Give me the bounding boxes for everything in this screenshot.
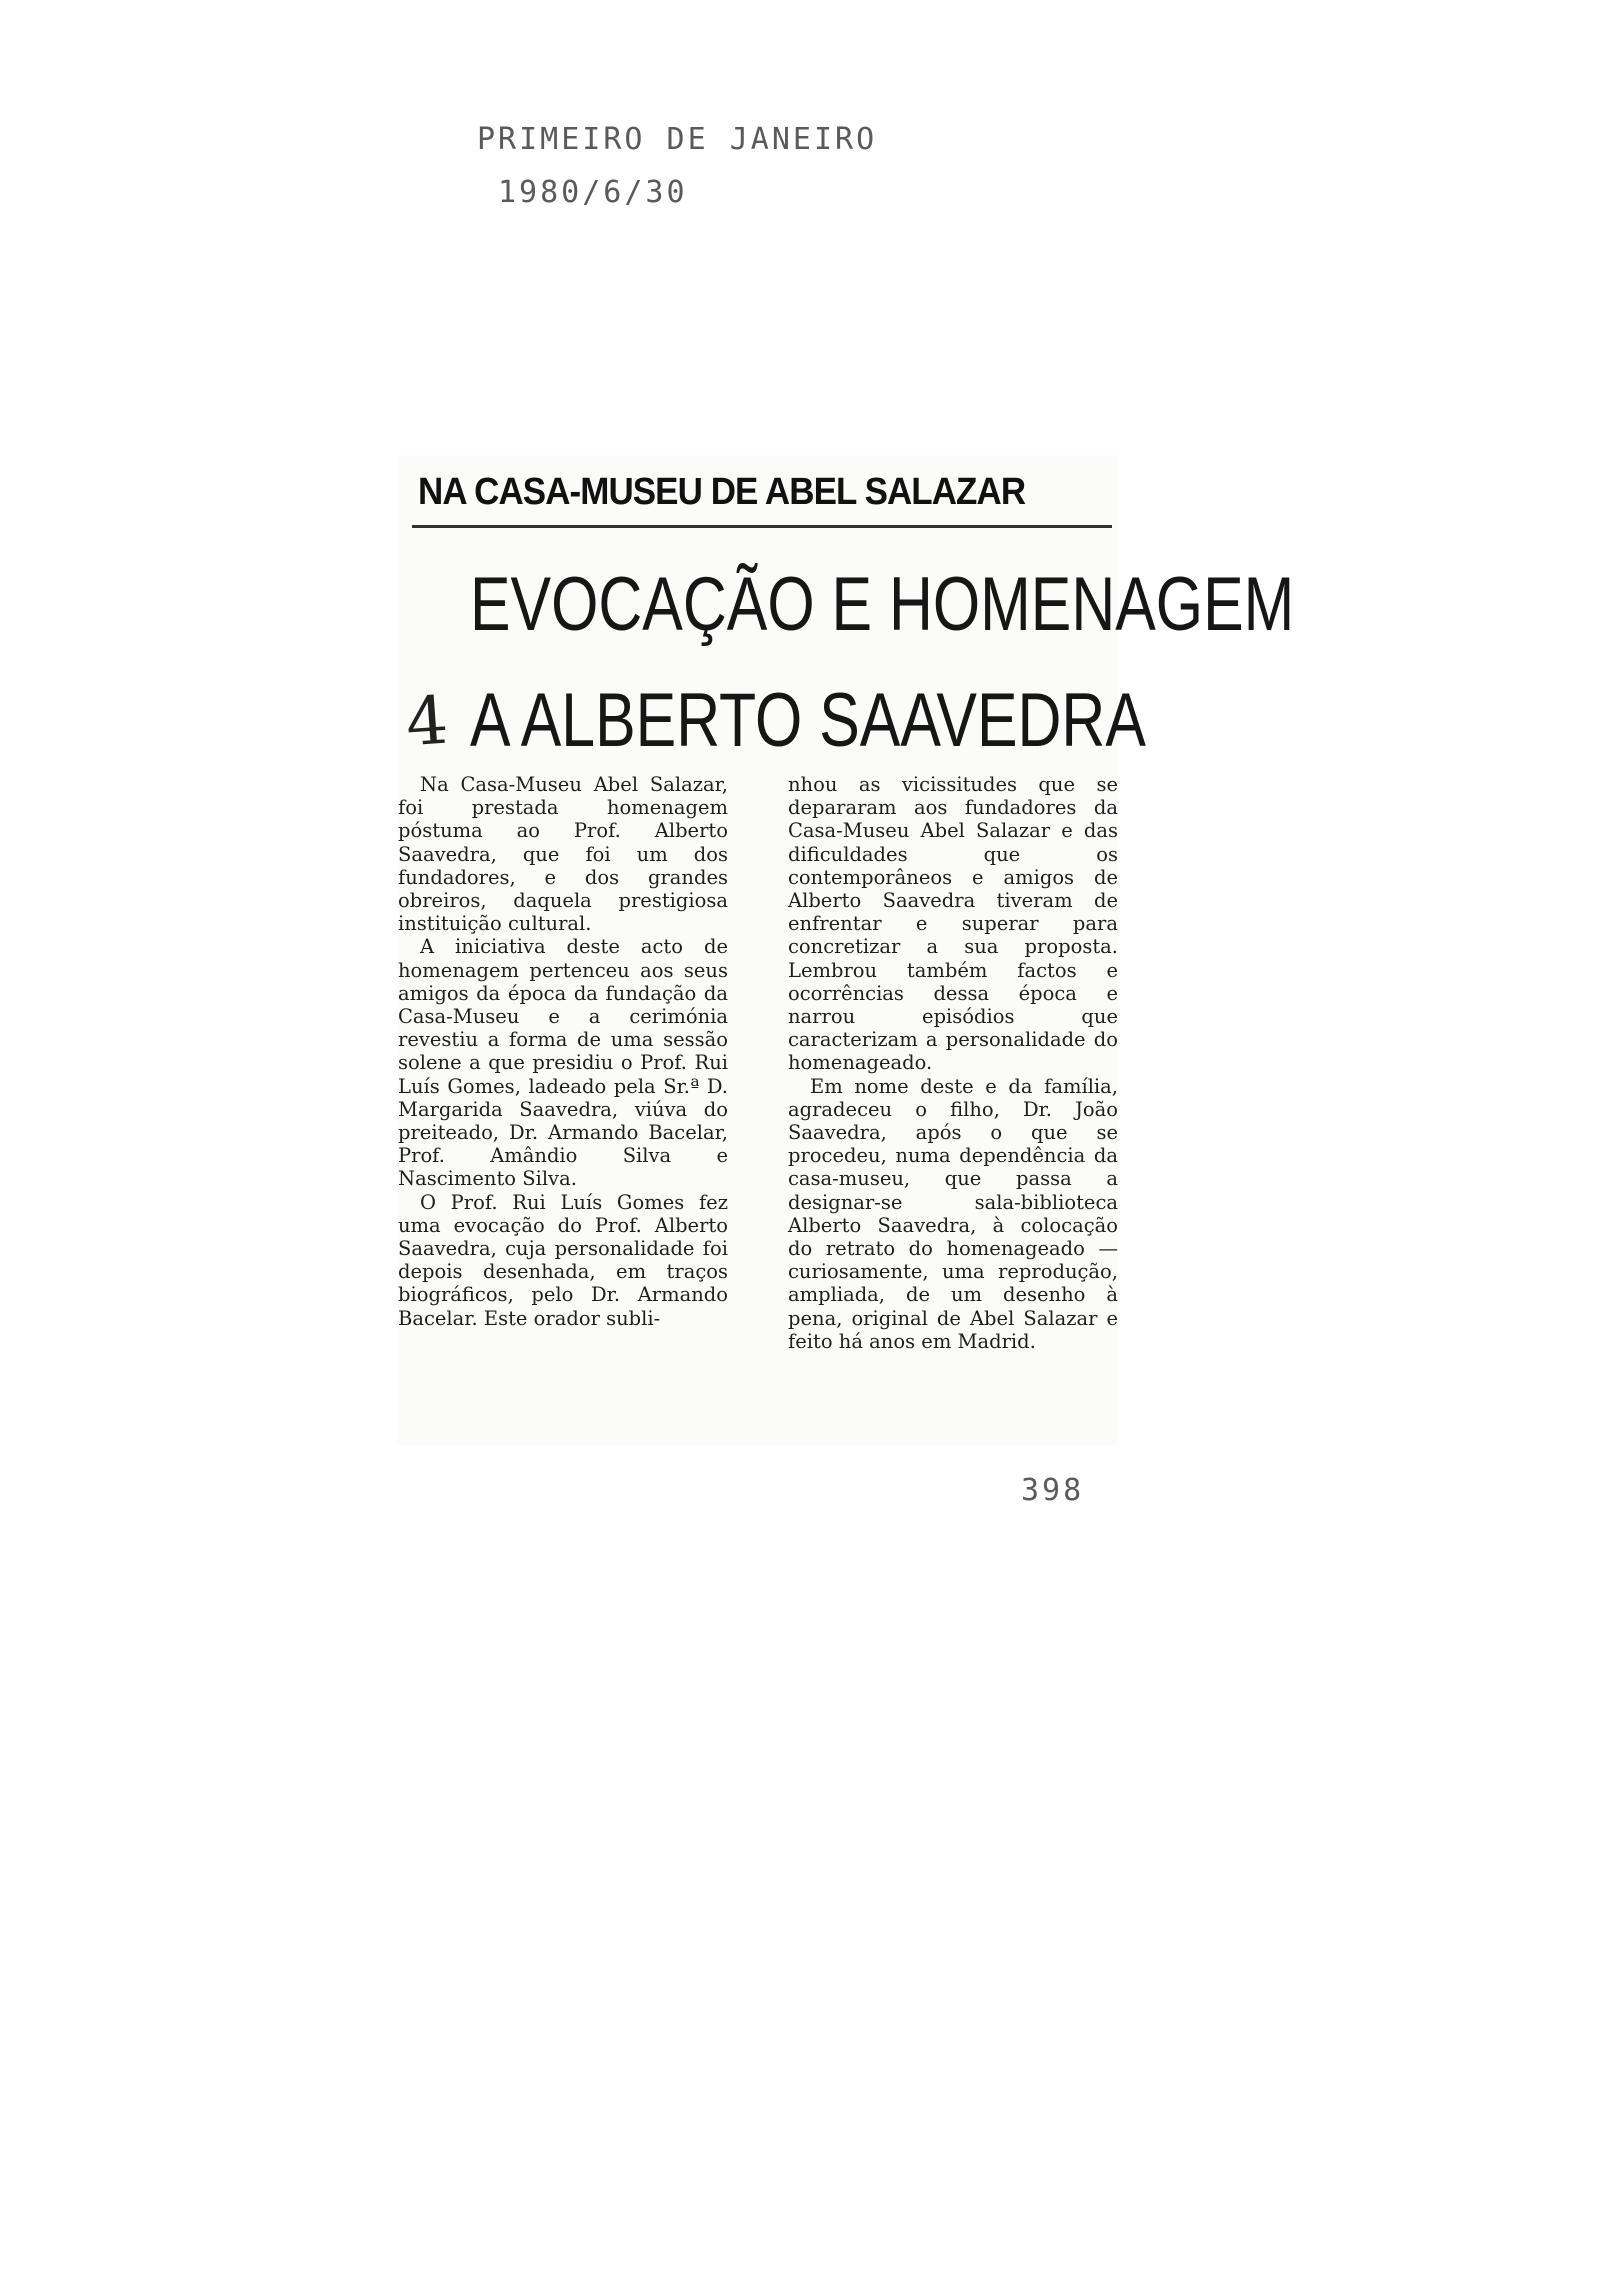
page-number: 398 [1021, 1473, 1085, 1508]
headline-line-1: EVOCAÇÃO E HOMENAGEM [470, 562, 1295, 647]
headline-line-2: A ALBERTO SAAVEDRA [470, 678, 1146, 763]
article-column-right [788, 773, 1118, 1353]
paragraph: O Prof. Rui Luís Gomes fez uma evocação do Prof. Alberto Saavedra, cuja personalidade foi depois desenhada, em traços biográficos, pelo Dr. Armando Bacelar. Este orador subli- [398, 1190, 728, 1330]
newspaper-clipping [398, 455, 1295, 1445]
paragraph: A iniciativa deste acto de homenagem pertenceu aos seus amigos da época da fundação da Casa-Museu e a cerimónia revestiu a forma de uma sessão solene a que presidiu o Prof. Rui Luís Gomes, ladeado pela Sr.ª D. Margarida Saavedra, viúva do preiteado, Dr. Armando Bacelar, Prof. Amândio Silva e Nascimento Silva. [398, 935, 728, 1191]
article-kicker: NA CASA-MUSEU DE ABEL SALAZAR [418, 471, 1026, 513]
newspaper-source: PRIMEIRO DE JANEIRO [477, 122, 878, 157]
article-column-left [398, 773, 728, 1330]
paragraph: Na Casa-Museu Abel Salazar, foi prestada homenagem póstuma ao Prof. Alberto Saavedra, que foi um dos fundadores, e dos grandes obreiros, daquela prestigiosa instituição cultural. [398, 773, 728, 936]
paragraph: Em nome deste e da família, agradeceu o filho, Dr. João Saavedra, após o que se procedeu, numa dependência da casa-museu, que passa a designar-se sala-biblioteca Alberto Saavedra, à colocação do retrato do homenageado — curiosamente, uma reprodução, ampliada, de um desenho à pena, original de Abel Salazar e feito há anos em Madrid. [788, 1074, 1118, 1353]
kicker-rule [412, 525, 1112, 528]
publication-date: 1980/6/30 [498, 175, 688, 210]
paragraph: nhou as vicissitudes que se depararam aos fundadores da Casa-Museu Abel Salazar e das dificuldades que os contemporâneos e amigos de Alberto Saavedra tiveram de enfrentar e superar para concretizar a sua proposta. Lembrou também factos e ocorrências dessa época e narrou episódios que caracterizam a personalidade do homenageado. [788, 773, 1118, 1075]
handwritten-mark: 4 [403, 681, 451, 762]
